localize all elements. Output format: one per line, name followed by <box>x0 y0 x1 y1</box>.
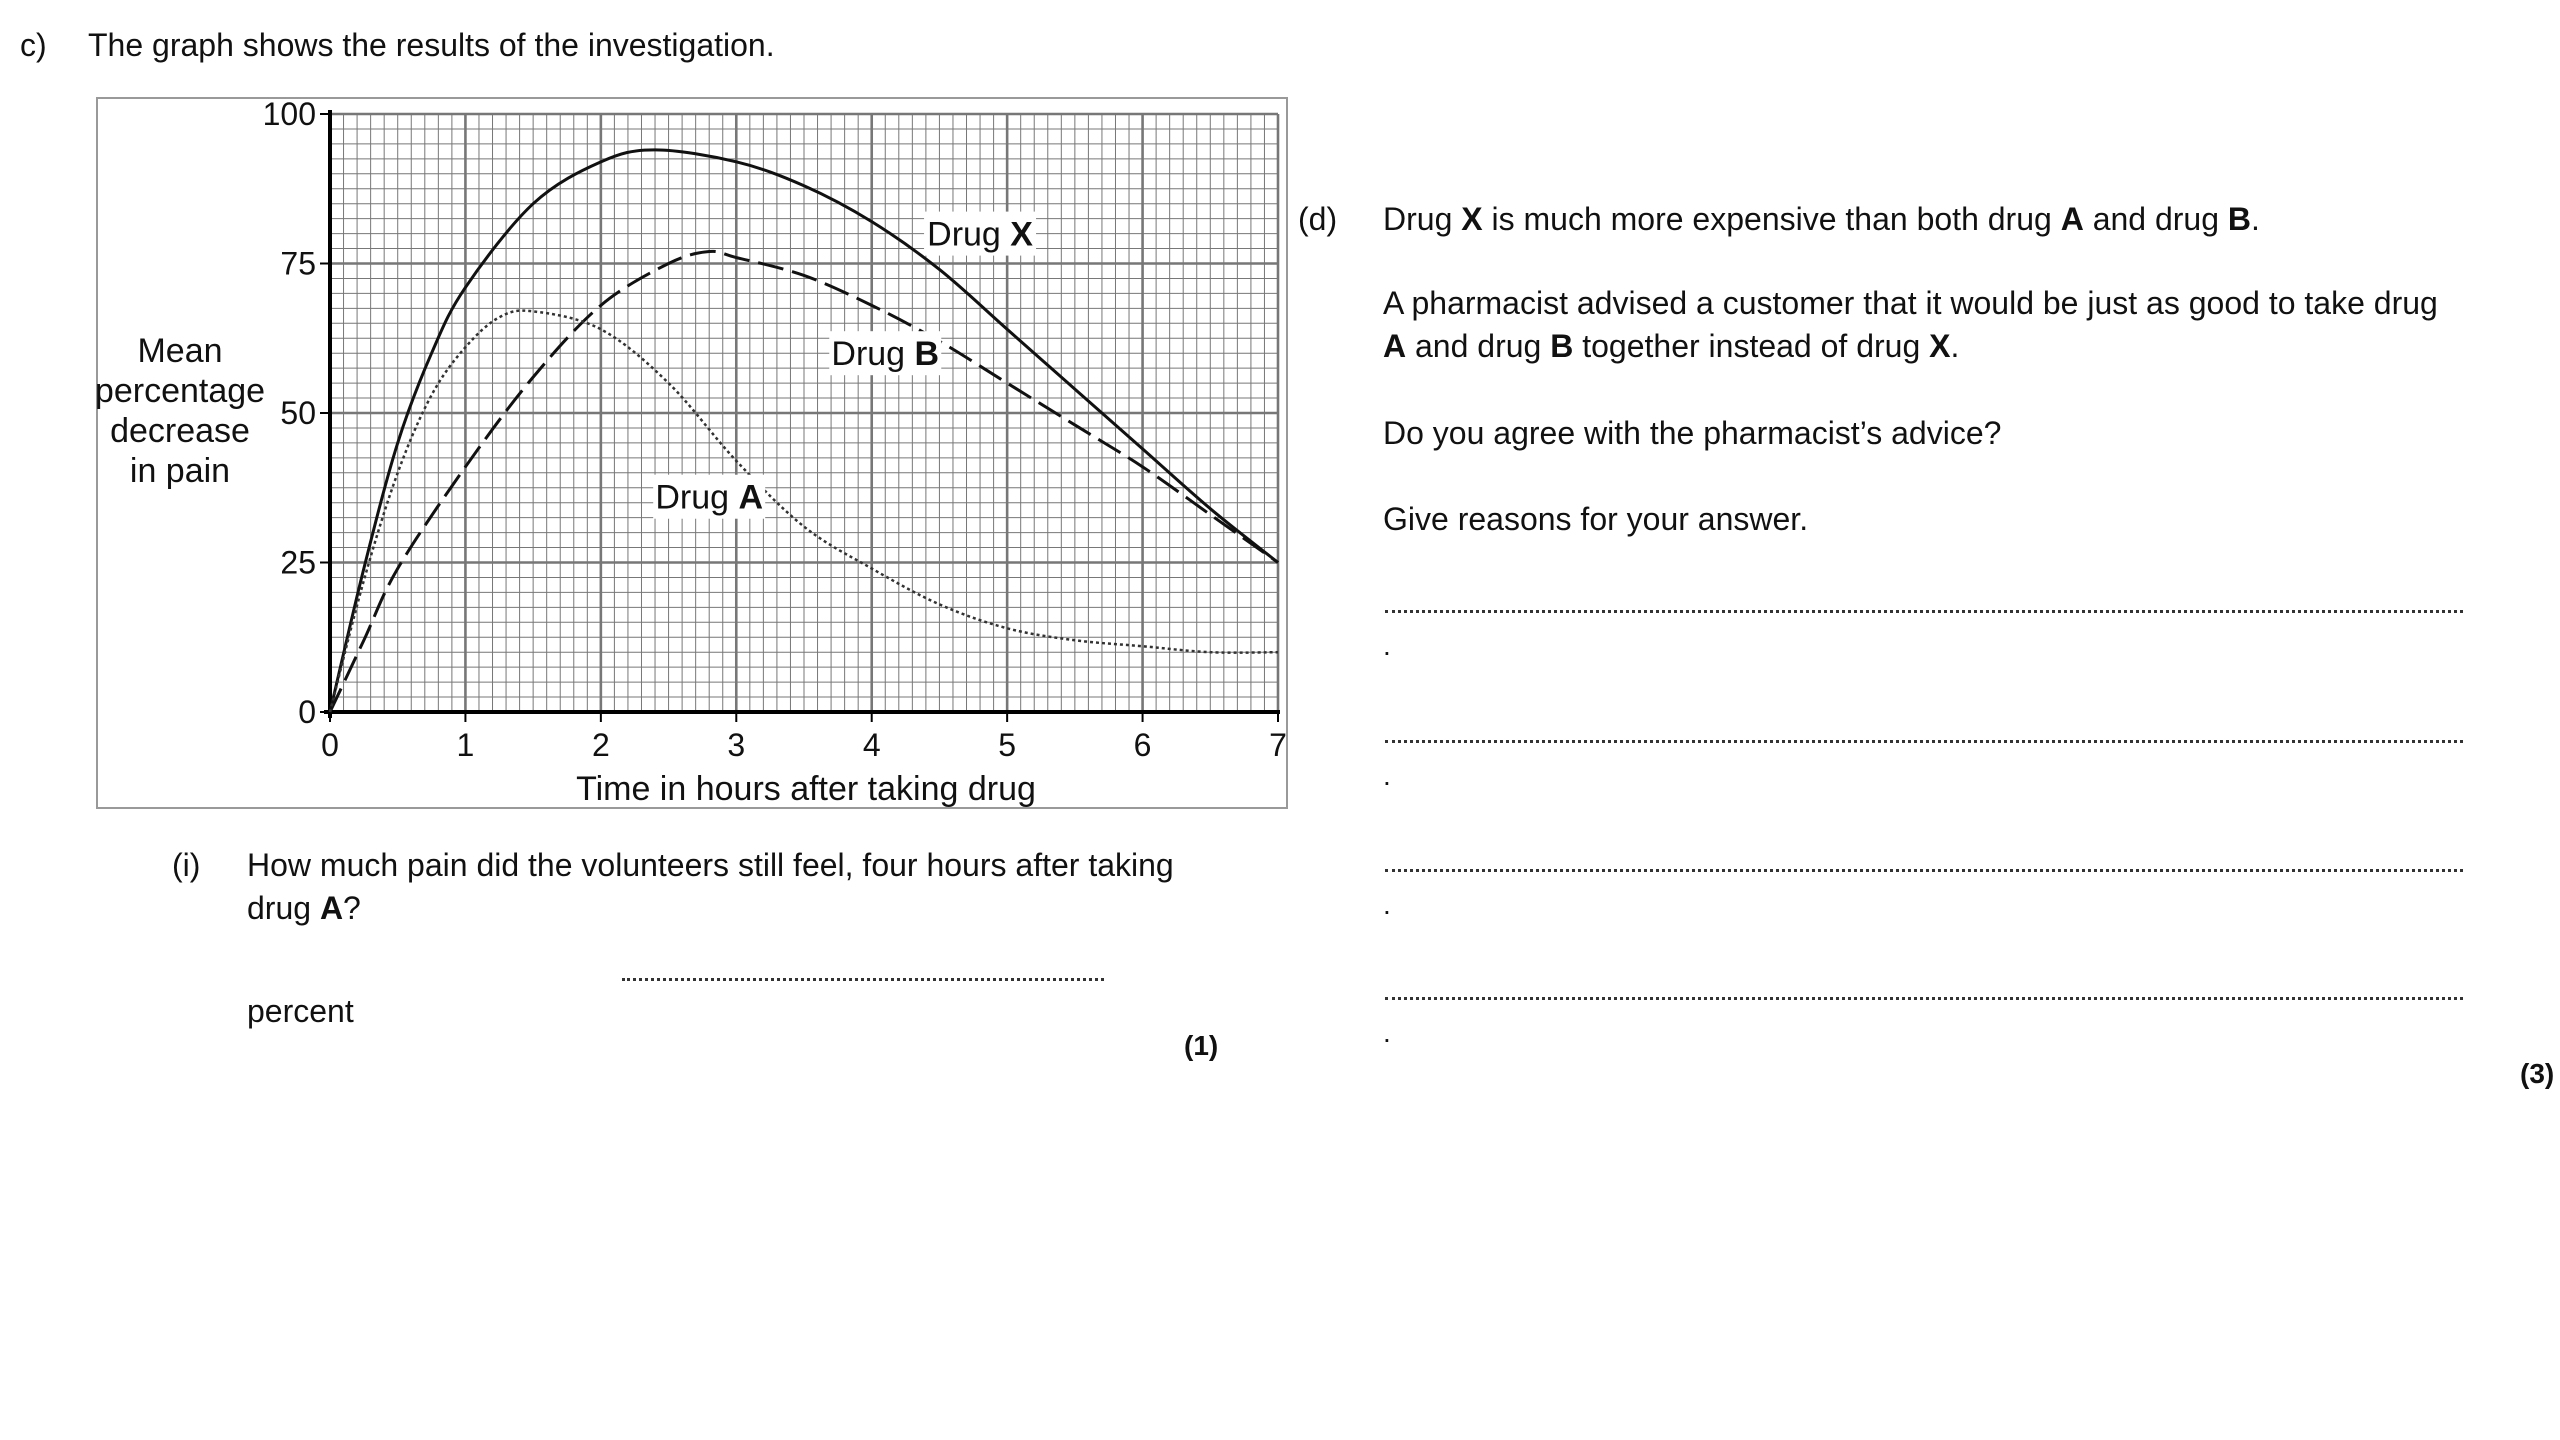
question-i-line1: How much pain did the volunteers still feel, four hours after taking <box>247 847 1174 883</box>
x-tick-label: 1 <box>456 727 475 763</box>
question-i-line2: drug A? <box>247 890 361 927</box>
answer-line-d-1[interactable] <box>1385 610 2463 613</box>
part-c-label: c) <box>20 27 47 63</box>
y-axis-label-line: in pain <box>129 452 231 490</box>
line-end-mark-4: . <box>1383 1017 1391 1048</box>
answer-line-d-4[interactable] <box>1385 997 2463 1000</box>
answer-line-i[interactable] <box>622 978 1104 981</box>
line-end-mark-1: . <box>1383 630 1391 661</box>
question-d-label: (d) <box>1298 201 1338 237</box>
marks-d: (3) <box>2520 1058 2555 1089</box>
question-d-sentence4: Give reasons for your answer. <box>1383 501 1809 537</box>
answer-line-d-3[interactable] <box>1385 869 2463 872</box>
x-tick-label: 7 <box>1269 727 1287 763</box>
x-tick-label: 3 <box>727 727 746 763</box>
x-tick-label: 4 <box>862 727 881 763</box>
y-axis-label-line: percentage <box>94 372 266 410</box>
x-tick-label: 6 <box>1133 727 1152 763</box>
y-axis-label-line: Mean <box>137 332 223 370</box>
part-c-intro: The graph shows the results of the investigation. <box>88 27 775 63</box>
series-label: Drug B <box>831 335 940 374</box>
x-axis-label: Time in hours after taking drug <box>576 770 1036 808</box>
line-end-mark-3: . <box>1383 889 1391 920</box>
x-tick-label: 2 <box>591 727 610 763</box>
y-tick-label: 25 <box>280 544 316 581</box>
marks-i: (1) <box>1184 1030 1219 1061</box>
answer-line-d-2[interactable] <box>1385 740 2463 743</box>
x-tick-label: 0 <box>321 727 339 763</box>
percent-unit: percent <box>247 993 354 1029</box>
question-d-sentence2: A pharmacist advised a customer that it would be just as good to take drug A and drug B together instead of drug X. <box>1383 285 2438 365</box>
graph-frame <box>94 98 1287 808</box>
series-label: Drug X <box>927 215 1033 254</box>
y-axis-label-line: decrease <box>110 412 250 450</box>
series-label: Drug A <box>655 478 764 517</box>
y-tick-label: 75 <box>280 245 316 282</box>
y-tick-label: 0 <box>298 694 316 730</box>
x-tick-label: 5 <box>998 727 1017 763</box>
y-tick-label: 50 <box>280 395 316 431</box>
question-i-label: (i) <box>172 847 201 883</box>
question-i-text <box>247 844 1174 930</box>
line-end-mark-2: . <box>1383 760 1391 791</box>
y-tick-label: 100 <box>262 96 316 132</box>
question-d-sentence1: Drug X is much more expensive than both drug A and drug B. <box>1383 201 2260 237</box>
pain-decrease-graph <box>0 0 1300 830</box>
question-d-sentence3: Do you agree with the pharmacist’s advice? <box>1383 415 2002 451</box>
